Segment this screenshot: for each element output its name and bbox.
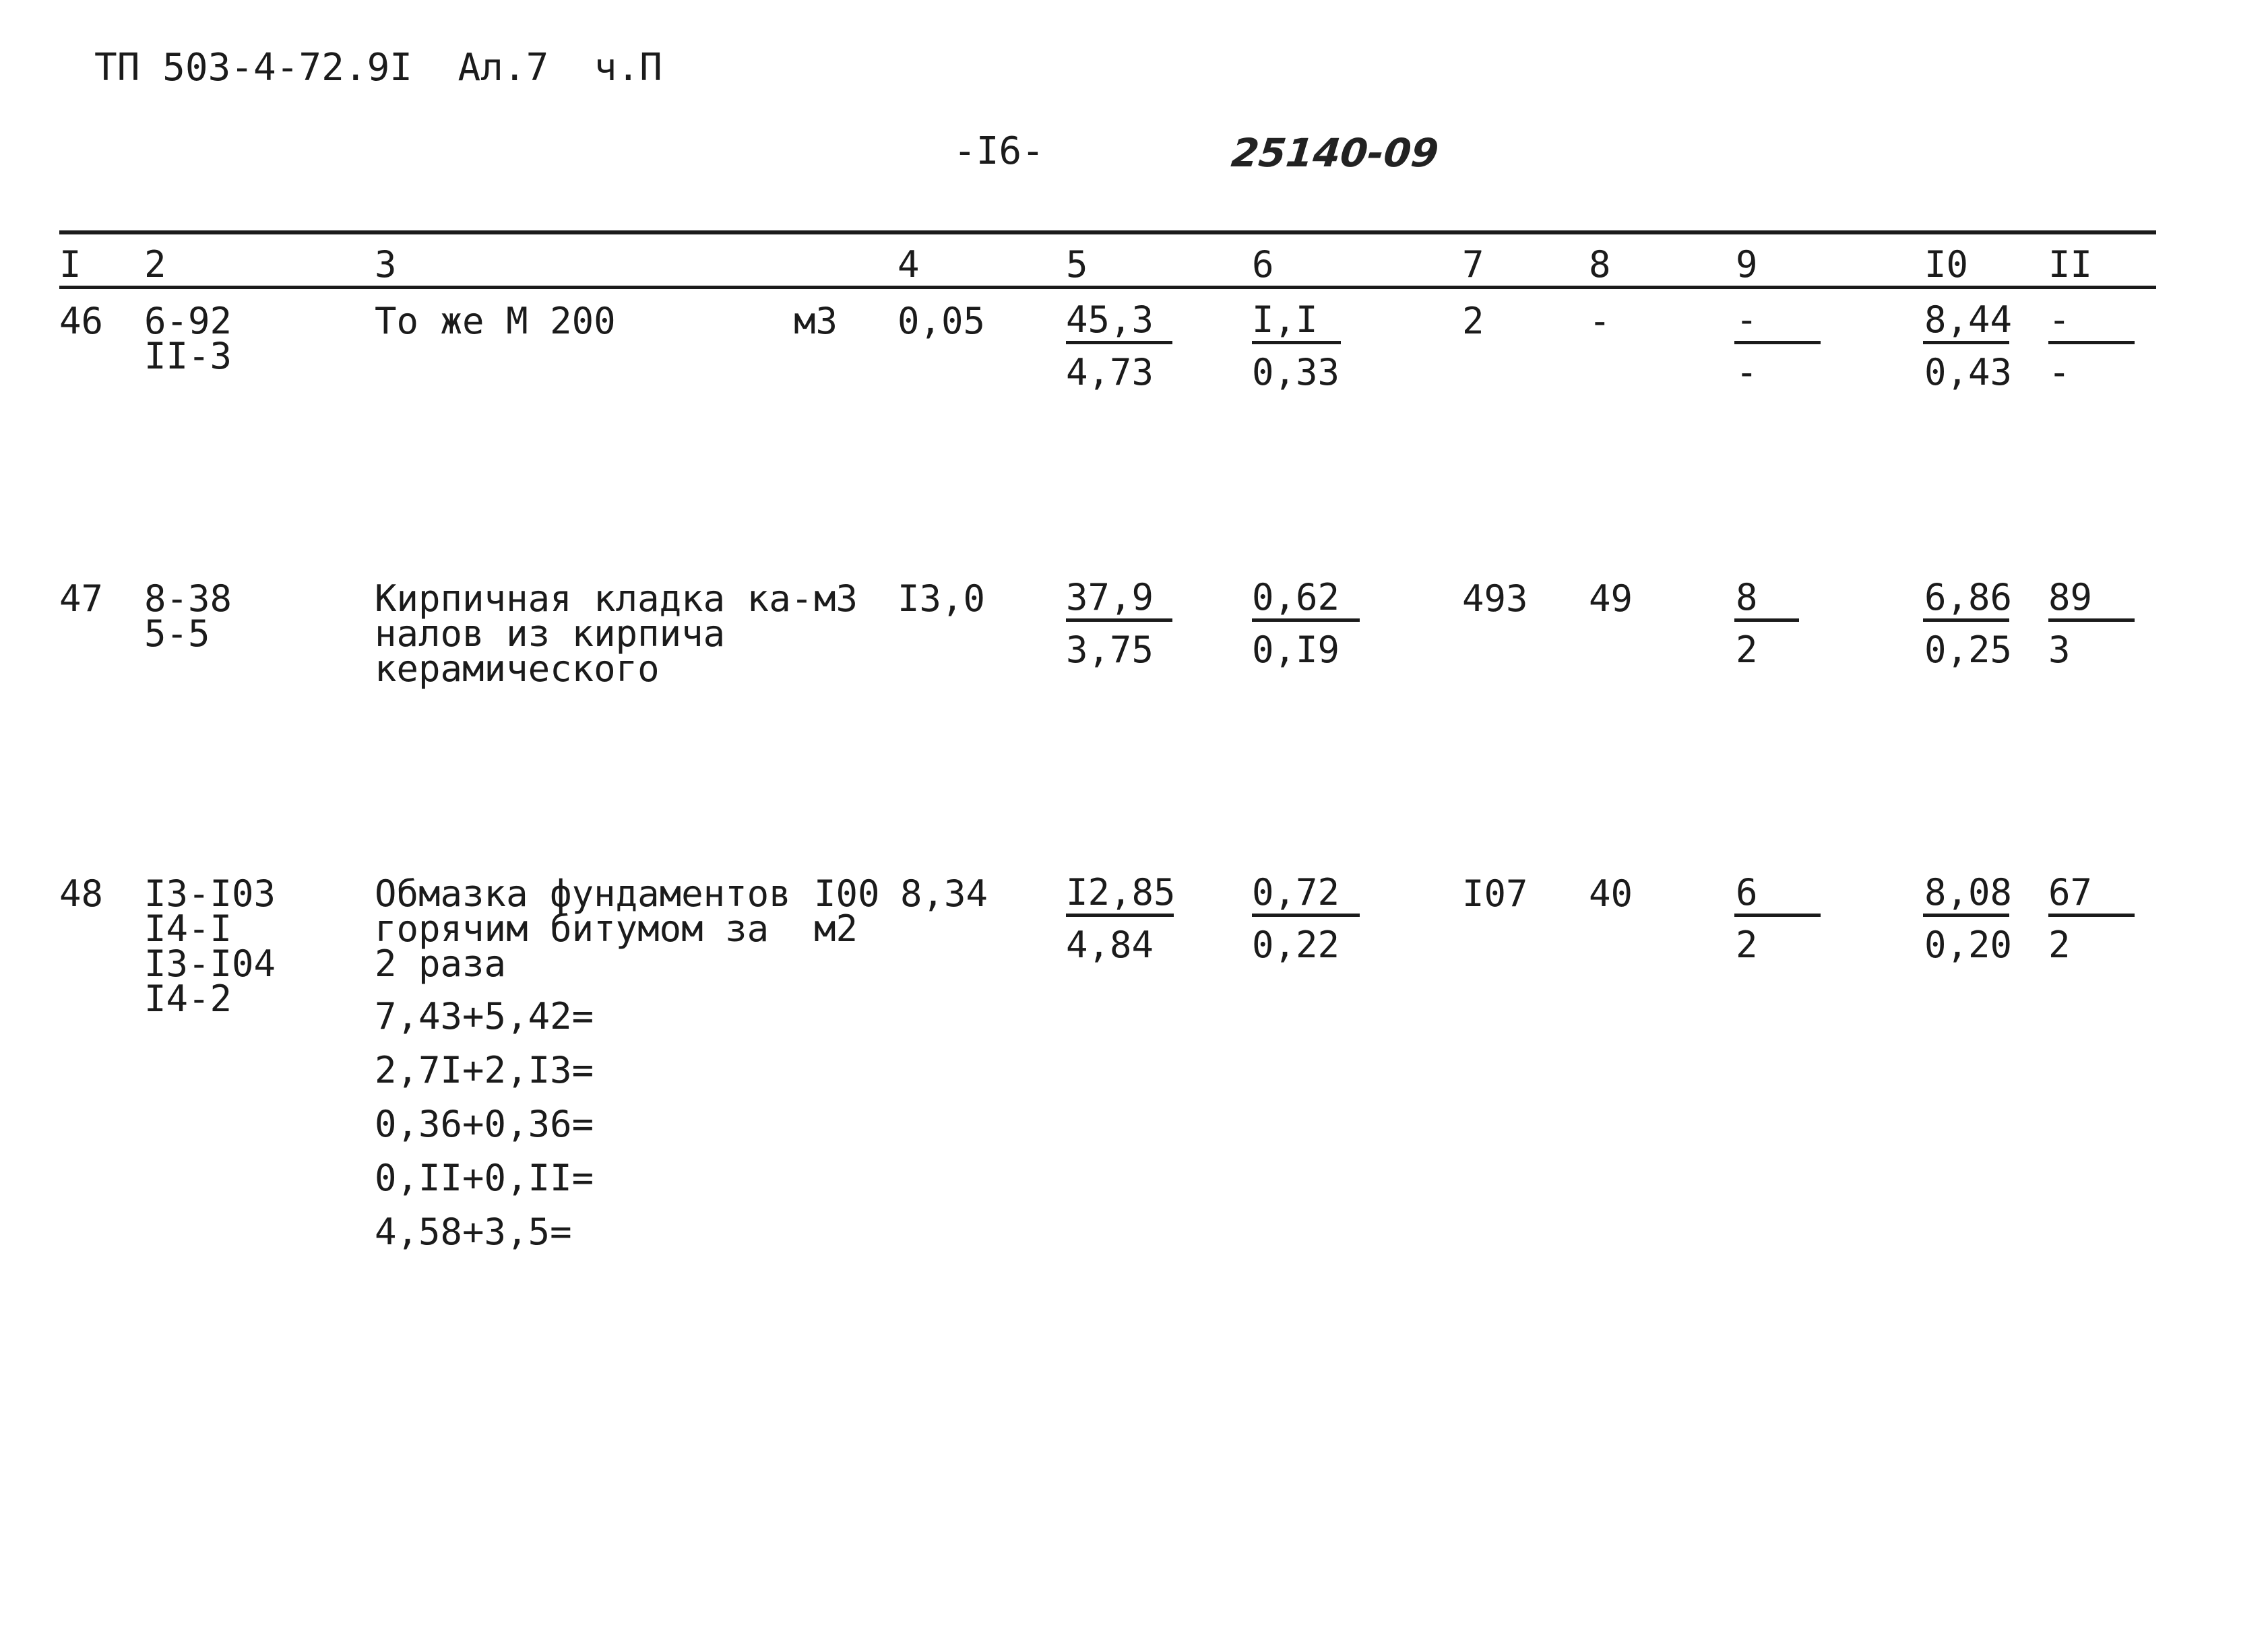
rate-code: I3-I03 (144, 872, 276, 915)
column-header: 5 (1066, 243, 1088, 286)
column-header: 8 (1589, 243, 1611, 286)
work-name: керамического (375, 647, 660, 690)
col6-bottom: 0,33 (1252, 351, 1340, 393)
calc-line: 0,36+0,36= (375, 1103, 594, 1145)
column-header: I (59, 243, 82, 286)
fraction-line (2048, 914, 2135, 917)
col10-top: 8,08 (1924, 871, 2013, 914)
column-header: 7 (1462, 243, 1484, 286)
rate-code: II-3 (144, 335, 232, 377)
rate-code: 6-92 (144, 300, 232, 342)
col11-top: 89 (2048, 576, 2093, 618)
fraction-line (1734, 618, 1799, 622)
document-code: ТП 503-4-72.9I Ал.7 ч.П (94, 46, 662, 90)
col11-bottom: 3 (2048, 629, 2071, 671)
col11-bottom: - (2048, 351, 2071, 393)
col9-bottom: 2 (1736, 629, 1758, 671)
column-header: 6 (1252, 243, 1274, 286)
fraction-line (1734, 914, 1821, 917)
fraction-line (1923, 341, 2009, 344)
column-header: 9 (1736, 243, 1758, 286)
fraction-line (1066, 341, 1172, 344)
rate-code: 5-5 (144, 612, 210, 655)
col10-top: 8,44 (1924, 298, 2013, 341)
col11-bottom: 2 (2048, 924, 2071, 966)
col6-bottom: 0,22 (1252, 924, 1340, 966)
col8-value: - (1589, 300, 1611, 342)
col10-top: 6,86 (1924, 576, 2013, 618)
table-header-rule (59, 286, 2156, 289)
unit: м3 (794, 300, 838, 342)
rate-code: I3-I04 (144, 942, 276, 985)
work-name: налов из кирпича (375, 612, 726, 655)
work-name: То же М 200 (375, 300, 616, 342)
col5-top: I2,85 (1066, 871, 1176, 914)
rate-code: I4-2 (144, 978, 232, 1020)
unit: м3 (814, 577, 858, 620)
col9-top: 8 (1736, 576, 1758, 618)
fraction-line (2048, 341, 2135, 344)
work-name: Обмазка фундаментов (375, 872, 791, 915)
col5-bottom: 4,73 (1066, 351, 1154, 393)
col7-value: 493 (1462, 577, 1528, 620)
rate-code: I4-I (144, 907, 232, 950)
col5-top: 37,9 (1066, 576, 1154, 618)
row-number: 46 (59, 300, 104, 342)
col6-top: 0,62 (1252, 576, 1340, 618)
calc-line: 0,II+0,II= (375, 1157, 594, 1199)
work-name: горячим битумом за (375, 907, 769, 950)
fraction-line (1252, 341, 1341, 344)
fraction-line (1734, 341, 1821, 344)
column-header: 4 (897, 243, 920, 286)
row-number: 48 (59, 872, 104, 915)
column-header: II (2048, 243, 2093, 286)
fraction-line (1252, 618, 1360, 622)
col6-top: I,I (1252, 298, 1318, 341)
unit: I00 (814, 872, 880, 915)
col9-top: 6 (1736, 871, 1758, 914)
calc-line: 2,7I+2,I3= (375, 1049, 594, 1091)
handwritten-stamp: 25140-09 (1229, 130, 1441, 176)
page-number: -I6- (953, 129, 1044, 173)
col6-top: 0,72 (1252, 871, 1340, 914)
col11-top: 67 (2048, 871, 2093, 914)
calc-line: 4,58+3,5= (375, 1211, 572, 1253)
col5-bottom: 3,75 (1066, 629, 1154, 671)
col7-value: 2 (1462, 300, 1484, 342)
column-header: 3 (375, 243, 397, 286)
col10-bottom: 0,43 (1924, 351, 2013, 393)
fraction-line (1923, 914, 2009, 917)
fraction-line (1923, 618, 2009, 622)
col10-bottom: 0,20 (1924, 924, 2013, 966)
col10-bottom: 0,25 (1924, 629, 2013, 671)
col8-value: 49 (1589, 577, 1633, 620)
unit: м2 (814, 907, 858, 950)
col5-bottom: 4,84 (1066, 924, 1154, 966)
col11-top: - (2048, 298, 2071, 341)
fraction-line (2048, 618, 2135, 622)
col6-bottom: 0,I9 (1252, 629, 1340, 671)
col8-value: 40 (1589, 872, 1633, 915)
rate-code: 8-38 (144, 577, 232, 620)
quantity: 8,34 (900, 872, 988, 915)
table-top-rule (59, 230, 2156, 234)
quantity: I3,0 (897, 577, 986, 620)
calc-line: 7,43+5,42= (375, 995, 594, 1037)
quantity: 0,05 (897, 300, 986, 342)
col5-top: 45,3 (1066, 298, 1154, 341)
fraction-line (1066, 914, 1174, 917)
fraction-line (1066, 618, 1172, 622)
col9-bottom: 2 (1736, 924, 1758, 966)
column-header: I0 (1924, 243, 1969, 286)
col7-value: I07 (1462, 872, 1528, 915)
fraction-line (1252, 914, 1360, 917)
column-header: 2 (144, 243, 166, 286)
col9-top: - (1736, 298, 1758, 341)
work-name: 2 раза (375, 942, 507, 985)
col9-bottom: - (1736, 351, 1758, 393)
work-name: Кирпичная кладка ка- (375, 577, 813, 620)
row-number: 47 (59, 577, 104, 620)
